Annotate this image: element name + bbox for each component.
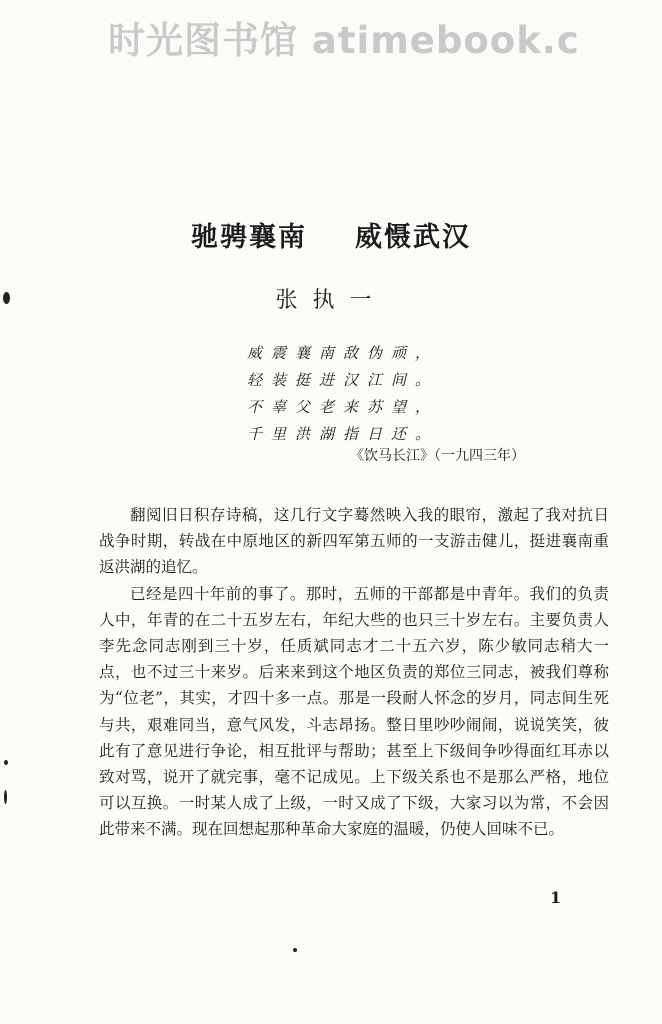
- scan-speck: [4, 760, 8, 765]
- poem-line: 威震襄南敌伪顽，: [247, 344, 440, 362]
- page-number: 1: [550, 888, 562, 907]
- scan-speck: [4, 790, 7, 804]
- poem-source: 《饮马长江》（一九四三年）: [350, 448, 525, 464]
- scan-speck: [3, 292, 10, 304]
- poem-line: 轻装挺进汉江间。: [247, 371, 440, 389]
- watermark: 时光图书馆 atimebook.c: [108, 19, 580, 62]
- poem-line: 千里洪湖指日还。: [247, 425, 440, 443]
- title-part-2: 威慑武汉: [355, 222, 471, 253]
- paragraph: 翻阅旧日积存诗稿，这几行文字蓦然映入我的眼帘，激起了我对抗日战争时期，转战在中原地区的新四军第五师的一支游击健儿，挺进襄南重返洪湖的追忆。: [99, 506, 609, 577]
- scan-speck: [293, 948, 297, 952]
- author-name: 张执一: [275, 288, 387, 313]
- poem-line: 不辜父老来苏望，: [247, 398, 440, 416]
- chapter-title: [0, 215, 662, 254]
- body-text: [99, 502, 609, 843]
- title-part-1: 驰骋襄南: [191, 222, 307, 253]
- paragraph: 已经是四十年前的事了。那时，五师的干部都是中青年。我们的负责人中，年青的在二十五岁左右，年纪大些的也只三十岁左右。主要负责人李先念同志刚到三十岁，任质斌同志才二十五六岁，陈少敏同志稍大一点，也不过三十来岁。后来来到这个地区负责的郑位三同志，被我们尊称为“位老”，其实，才四十多一点。那是一段耐人怀念的岁月，同志间生死与共，艰难同当，意气风发，斗志昂扬。整日里吵吵闹闹，说说笑笑，彼此有了意见进行争论，相互批评与帮助；甚至上下级间争吵得面红耳赤以致对骂，说开了就完事，毫不记成见。上下级关系也不是那么严格，地位可以互换。一时某人成了上级，一时又成了下级，大家习以为常，不会因此带来不满。现在回想起那种革命大家庭的温暖，仍使人回味不已。: [99, 584, 609, 839]
- poem: [247, 340, 439, 448]
